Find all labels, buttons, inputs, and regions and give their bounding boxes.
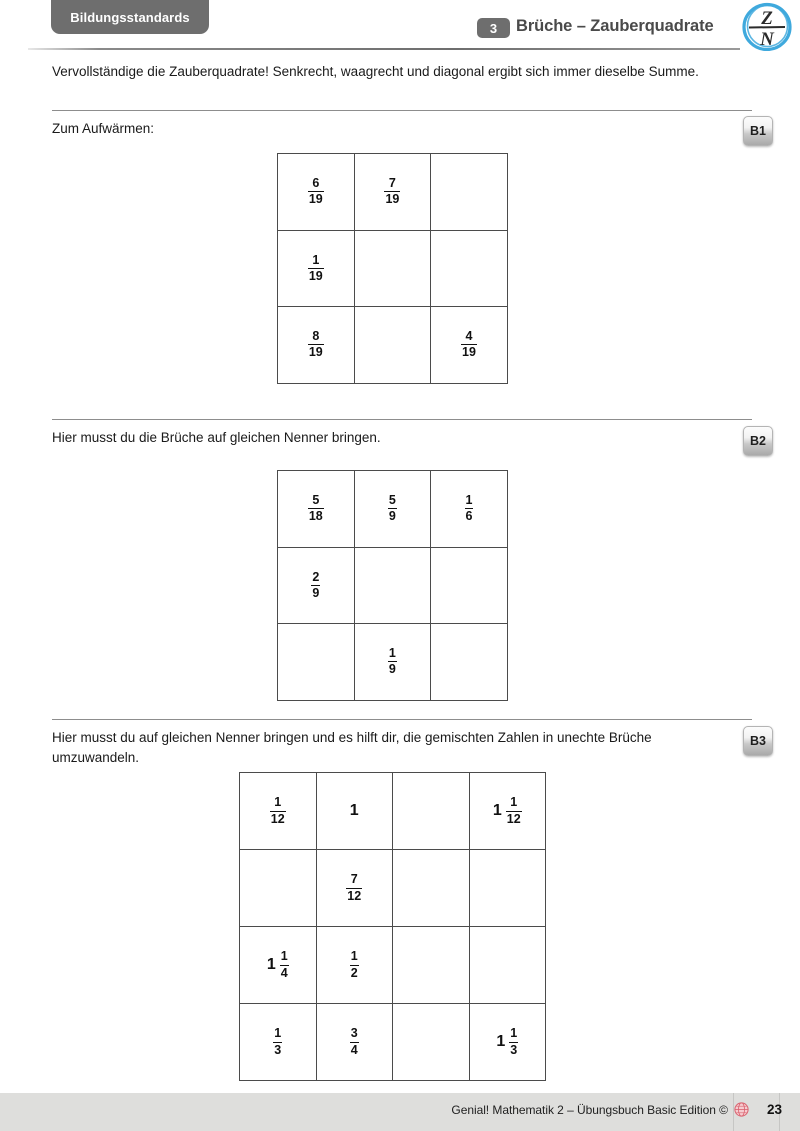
numerator: 5 — [388, 493, 396, 508]
cell-value — [350, 950, 359, 979]
header-rule — [28, 48, 740, 50]
denominator: 6 — [465, 509, 473, 524]
magic-square-cell[interactable] — [278, 231, 355, 308]
fraction — [308, 254, 324, 283]
magic-square-cell[interactable] — [355, 624, 432, 701]
fraction — [308, 494, 324, 523]
numerator: 7 — [388, 176, 396, 191]
fraction — [388, 647, 397, 676]
cell-value — [308, 254, 324, 283]
numerator: 5 — [312, 493, 320, 508]
magic-square-cell[interactable] — [278, 471, 355, 548]
magic-square-cell[interactable] — [431, 624, 508, 701]
magic-square-cell[interactable] — [431, 471, 508, 548]
fraction — [506, 796, 522, 825]
numerator: 3 — [350, 1026, 358, 1041]
fraction — [308, 330, 324, 359]
magic-square-cell[interactable] — [431, 307, 508, 384]
numerator: 6 — [312, 176, 320, 191]
section-divider-1 — [52, 110, 752, 111]
denominator: 9 — [312, 585, 320, 600]
denominator: 9 — [388, 509, 396, 524]
fraction — [280, 950, 289, 979]
denominator: 19 — [308, 345, 323, 360]
cell-value — [308, 177, 324, 206]
globe-icon — [734, 1102, 749, 1117]
magic-square-cell[interactable] — [240, 850, 317, 927]
numerator: 1 — [280, 949, 288, 964]
denominator: 19 — [308, 268, 323, 283]
fraction — [461, 330, 477, 359]
cell-value — [350, 1027, 359, 1056]
magic-square-cell[interactable] — [278, 307, 355, 384]
magic-square-cell[interactable] — [393, 1004, 470, 1081]
chapter-number-badge: 3 — [477, 18, 510, 38]
numerator: 8 — [312, 329, 320, 344]
fraction — [308, 177, 324, 206]
magic-square-cell[interactable] — [355, 307, 432, 384]
magic-square-cell[interactable] — [355, 154, 432, 231]
fraction — [388, 494, 397, 523]
exercise-badge-b1: B1 — [743, 116, 773, 146]
denominator: 18 — [308, 509, 323, 524]
magic-square-cell[interactable] — [317, 850, 394, 927]
numerator: 4 — [465, 329, 473, 344]
section-text-b3: Hier musst du auf gleichen Nenner bringen und es hilft dir, die gemischten Zahlen in unechte Brüche umzuwandeln. — [52, 730, 652, 765]
footer-text: Genial! Mathematik 2 – Übungsbuch Basic Edition © — [451, 1102, 728, 1117]
cell-value — [346, 873, 362, 902]
denominator: 3 — [274, 1042, 282, 1057]
fraction — [270, 796, 286, 825]
section-text-b1: Zum Aufwärmen: — [52, 121, 155, 136]
magic-square-cell[interactable] — [393, 850, 470, 927]
cell-value — [308, 494, 324, 523]
magic-square-b3 — [239, 772, 546, 1081]
denominator: 12 — [347, 888, 362, 903]
numerator: 1 — [388, 646, 396, 661]
cell-value — [311, 571, 320, 600]
page-number: 23 — [766, 1102, 782, 1117]
denominator: 3 — [510, 1042, 518, 1057]
magic-square-cell[interactable] — [317, 927, 394, 1004]
section-divider-2 — [52, 419, 752, 420]
exercise-badge-b2: B2 — [743, 426, 773, 456]
fraction — [311, 571, 320, 600]
magic-square-cell[interactable] — [278, 548, 355, 625]
standards-tab: Bildungsstandards — [51, 0, 209, 34]
magic-square-cell[interactable] — [470, 773, 547, 850]
numerator: 1 — [274, 1026, 282, 1041]
fraction — [384, 177, 400, 206]
magic-square-cell[interactable] — [431, 154, 508, 231]
magic-square-cell[interactable] — [355, 471, 432, 548]
magic-square-b1 — [277, 153, 508, 384]
cell-value — [273, 1027, 282, 1056]
magic-square-cell[interactable] — [278, 624, 355, 701]
fraction — [350, 950, 359, 979]
numerator: 1 — [465, 493, 473, 508]
cell-value — [308, 330, 324, 359]
section-divider-3 — [52, 719, 752, 720]
magic-square-cell[interactable] — [355, 548, 432, 625]
numerator: 1 — [510, 1026, 518, 1041]
numerator: 1 — [510, 795, 518, 810]
fraction — [350, 1027, 359, 1056]
whole-number: 1 — [492, 802, 502, 819]
denominator: 19 — [385, 192, 400, 207]
section-text-b2: Hier musst du die Brüche auf gleichen Nenner bringen. — [52, 430, 381, 445]
numerator: 1 — [312, 252, 320, 267]
denominator: 12 — [270, 811, 285, 826]
cell-value — [388, 647, 397, 676]
chapter-title: Brüche – Zauberquadrate — [516, 17, 714, 35]
fraction — [465, 494, 474, 523]
numerator: 7 — [350, 872, 358, 887]
whole-number: 1 — [496, 1033, 506, 1050]
magic-square-cell[interactable] — [317, 773, 394, 850]
magic-square-cell[interactable] — [431, 231, 508, 308]
svg-text:Z: Z — [761, 8, 773, 29]
cell-value — [461, 330, 477, 359]
magic-square-cell[interactable] — [240, 1004, 317, 1081]
exercise-badge-b3: B3 — [743, 726, 773, 756]
numerator: 1 — [350, 949, 358, 964]
magic-square-cell[interactable] — [393, 773, 470, 850]
denominator: 4 — [350, 1042, 358, 1057]
denominator: 19 — [308, 192, 323, 207]
fraction — [273, 1027, 282, 1056]
magic-square-cell[interactable] — [355, 231, 432, 308]
cell-value — [384, 177, 400, 206]
denominator: 4 — [280, 965, 288, 980]
cell-value — [270, 796, 286, 825]
denominator: 9 — [388, 662, 396, 677]
denominator: 12 — [506, 811, 521, 826]
cell-value — [465, 494, 474, 523]
cell-value — [493, 796, 522, 825]
intro-text: Vervollständige die Zauberquadrate! Senkrecht, waagrecht und diagonal ergibt sich immer dieselbe Summe. — [52, 64, 699, 79]
footer — [451, 1102, 782, 1117]
magic-square-cell[interactable] — [240, 773, 317, 850]
magic-square-cell[interactable] — [470, 927, 547, 1004]
magic-square-cell[interactable] — [470, 1004, 547, 1081]
svg-text:N: N — [760, 29, 774, 50]
cell-value — [350, 803, 359, 819]
magic-square-b2 — [277, 470, 508, 701]
magic-square-cell[interactable] — [278, 154, 355, 231]
whole-number: 1 — [266, 956, 276, 973]
magic-square-cell[interactable] — [393, 927, 470, 1004]
fraction — [509, 1027, 518, 1056]
denominator: 19 — [462, 345, 476, 360]
cell-value — [267, 950, 289, 979]
zn-logo-icon — [738, 1, 796, 51]
magic-square-cell[interactable] — [431, 548, 508, 625]
magic-square-cell[interactable] — [317, 1004, 394, 1081]
page-header — [0, 0, 800, 52]
cell-value — [388, 494, 397, 523]
whole-number: 1 — [349, 802, 359, 819]
numerator: 2 — [312, 569, 320, 584]
cell-value — [496, 1027, 518, 1056]
numerator: 1 — [274, 795, 282, 810]
magic-square-cell[interactable] — [240, 927, 317, 1004]
denominator: 2 — [350, 965, 358, 980]
fraction — [346, 873, 362, 902]
magic-square-cell[interactable] — [470, 850, 547, 927]
